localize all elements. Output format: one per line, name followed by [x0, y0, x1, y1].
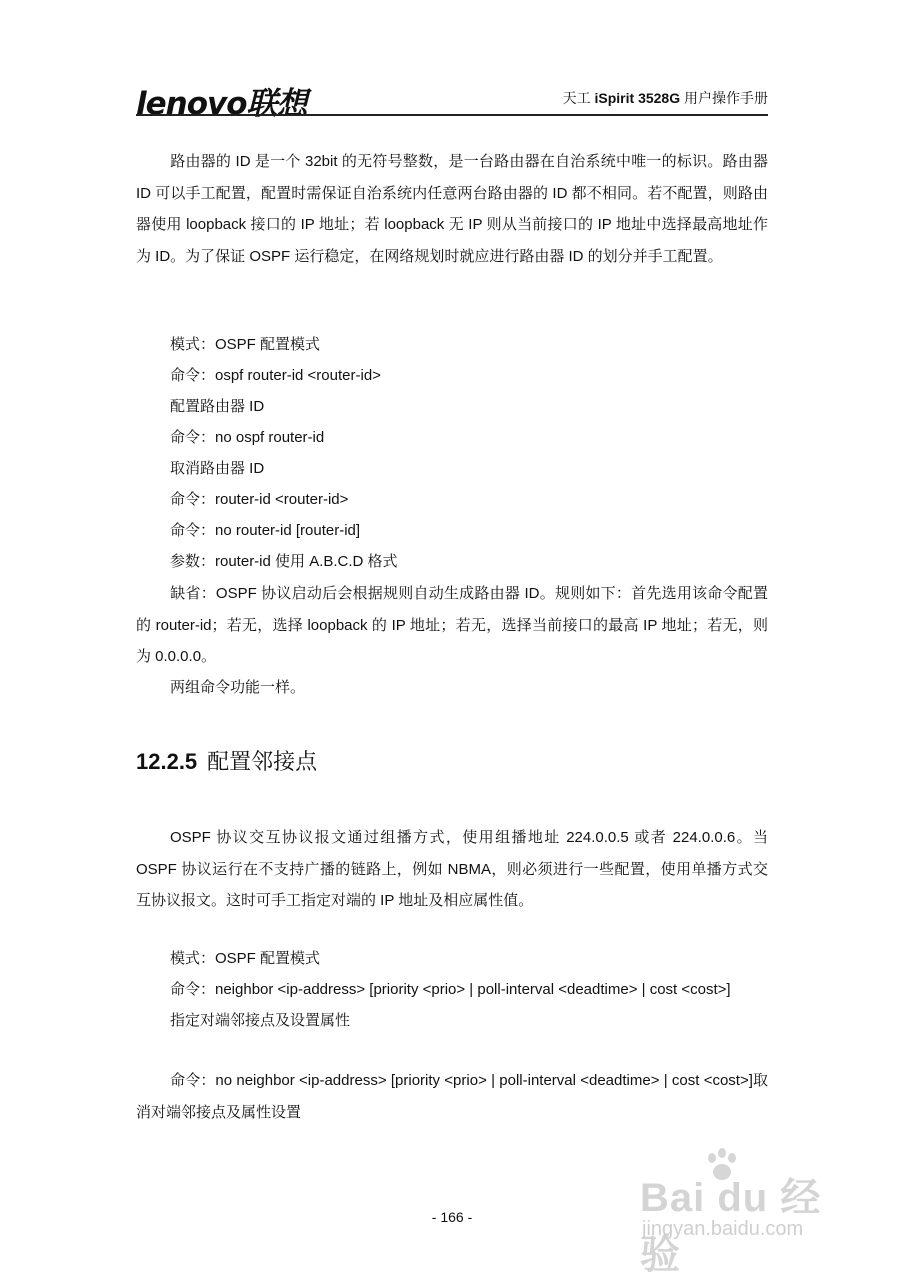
paragraph-default-text: 缺省：OSPF 协议启动后会根据规则自动生成路由器 ID。规则如下：首先选用该命令配置的 router-id；若无，选择 loopback 的 IP 地址；若无，选择当前接口的最高 IP 地址；若无，则为 0.0.0.0。: [136, 585, 768, 665]
desc-config-router-id: 配置路由器 ID: [170, 398, 265, 415]
title-product: iSpirit 3528G: [594, 90, 681, 106]
command-no-ospf-router-id: 命令：no ospf router-id: [170, 429, 325, 446]
page-header: [136, 70, 768, 122]
title-prefix: 天工: [562, 90, 595, 106]
watermark-main: Bai du 经验: [640, 1176, 822, 1277]
document-title: [563, 88, 768, 108]
command-neighbor: 命令：neighbor <ip-address> [priority <prio> | poll-interval <deadtime> | cost <cost>]: [170, 981, 731, 998]
mode-line-1: 模式：OSPF 配置模式: [170, 336, 321, 353]
same-function-note: 两组命令功能一样。: [170, 679, 306, 696]
logo-text: lenovo联想: [136, 86, 307, 122]
paragraph-router-id-text: 路由器的 ID 是一个 32bit 的无符号整数，是一台路由器在自治系统中唯一的标识。路由器 ID 可以手工配置，配置时需保证自治系统内任意两台路由器的 ID 都不相同。若不配置，则路由器使用 loopback 接口的 IP 地址；若 loopback 无 IP 则从当前接口的 IP 地址中选择最高地址作为 ID。为了保证 OSPF 运行稳定，在网络规划时就应进行路由器 ID 的划分并手工配置。: [136, 153, 768, 265]
mode-line-2: 模式：OSPF 配置模式: [170, 950, 321, 967]
watermark-sub: jingyan.baidu.com: [642, 1218, 804, 1240]
command-router-id: 命令：router-id <router-id>: [170, 491, 349, 508]
command-no-router-id: 命令：no router-id [router-id]: [170, 522, 361, 539]
page-number: - 166 -: [431, 1209, 473, 1225]
command-ospf-router-id: 命令：ospf router-id <router-id>: [170, 367, 381, 384]
parameter-line: 参数：router-id 使用 A.B.C.D 格式: [170, 553, 398, 570]
section-heading: [136, 745, 317, 776]
paragraph-neighbor: [136, 822, 768, 917]
title-suffix: 用户操作手册: [680, 90, 768, 106]
paragraph-default: [136, 578, 768, 673]
baidu-watermark: [640, 1146, 850, 1277]
header-rule: [136, 114, 768, 116]
lenovo-logo: [136, 78, 307, 123]
paragraph-no-neighbor: [136, 1065, 768, 1128]
paragraph-neighbor-text: OSPF 协议交互协议报文通过组播方式，使用组播地址 224.0.0.5 或者 224.0.0.6。当 OSPF 协议运行在不支持广播的链路上，例如 NBMA，则必须进行一些配置，使用单播方式交互协议报文。这时可手工指定对端的 IP 地址及相应属性值。: [136, 829, 768, 909]
desc-cancel-router-id: 取消路由器 ID: [170, 460, 265, 477]
section-number: 12.2.5: [136, 749, 198, 774]
desc-neighbor: 指定对端邻接点及设置属性: [170, 1012, 351, 1029]
section-title: 配置邻接点: [207, 749, 318, 774]
paragraph-no-neighbor-text: 命令：no neighbor <ip-address> [priority <prio> | poll-interval <deadtime> | cost <cost>]取消对端邻接点及属性设置: [136, 1072, 768, 1121]
paragraph-router-id: [136, 146, 768, 272]
